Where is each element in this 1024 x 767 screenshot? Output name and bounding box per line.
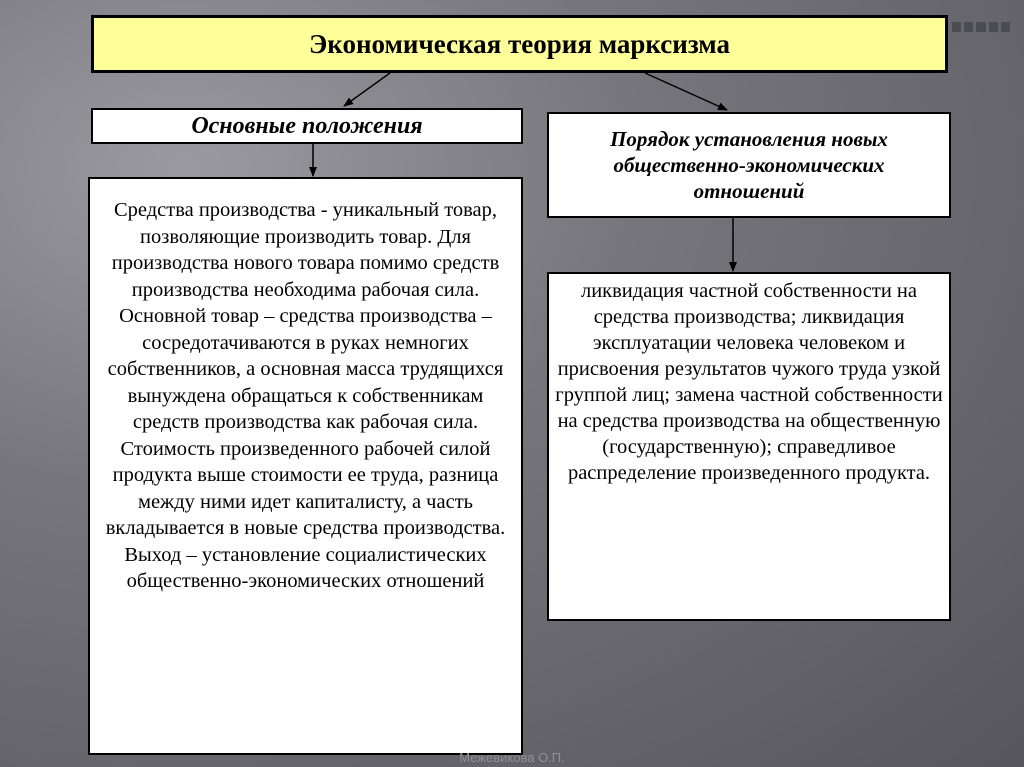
arrow-title-to-left-heading: [344, 73, 390, 106]
footer-author: Межевикова О.П.: [459, 750, 565, 765]
corner-mark: [989, 22, 998, 32]
left-content: Средства производства - уникальный товар, позволяющие производить товар. Для производства нового товара помимо средств производства необходима рабочая сила. Основной товар – средства производства – сосредотачиваются в руках немногих собственников, а основная масса трудящихся вынуждена обращаться к собственникам средств производства как рабочая сила. Стоимость произведенного рабочей силой продукта выше стоимости ее труда, разница между ними идет капиталисту, а часть вкладывается в новые средства производства. Выход – установление социалистических общественно-экономических отношений: [88, 177, 523, 755]
arrow-title-to-right-heading: [645, 73, 727, 110]
left-heading: Основные положения: [91, 108, 523, 144]
right-content: ликвидация частной собственности на средства производства; ликвидация эксплуатации человека человеком и присвоения результатов чужого труда узкой группой лиц; замена частной собственности на средства производства на общественную (государственную); справедливое распределение произведенного продукта.: [547, 272, 951, 621]
corner-mark: [952, 22, 961, 32]
corner-mark: [976, 22, 985, 32]
corner-mark: [1001, 22, 1010, 32]
diagram-title: Экономическая теория марксизма: [91, 15, 948, 73]
corner-decoration: [952, 22, 1010, 32]
right-heading: Порядок установления новых общественно-экономических отношений: [547, 112, 951, 218]
corner-mark: [964, 22, 973, 32]
